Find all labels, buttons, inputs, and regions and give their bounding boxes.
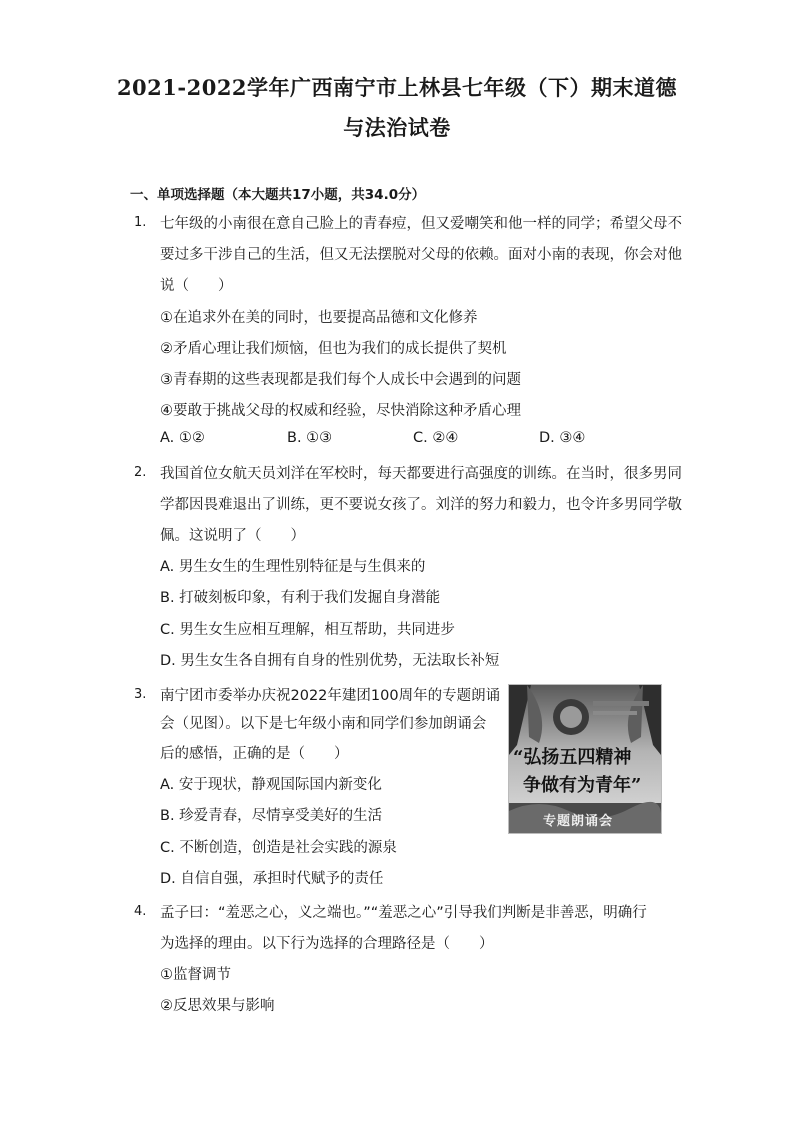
question-number: 1.: [134, 215, 147, 230]
question-text-line: 后的感悟，正确的是（ ）: [160, 746, 349, 762]
option-c[interactable]: C. 不断创造，创造是社会实践的源泉: [160, 840, 397, 856]
option-d[interactable]: D. 男生女生各自拥有自身的性别优势，无法取长补短: [160, 653, 500, 669]
option-b[interactable]: B. 珍爱青春，尽情享受美好的生活: [160, 808, 383, 824]
figure-slogan-2: 争做有为青年”: [523, 775, 642, 796]
option-a[interactable]: A. 男生女生的生理性别特征是与生俱来的: [160, 559, 426, 575]
question-text-line: 我国首位女航天员刘洋在军校时，每天都要进行高强度的训练。在当时，很多男同: [160, 466, 682, 482]
statement: ①监督调节: [160, 967, 231, 983]
page-title-line-2: 与法治试卷: [343, 115, 451, 140]
statement: ③青春期的这些表现都是我们每个人成长中会遇到的问题: [160, 372, 521, 388]
question-text-line: 说（ ）: [160, 278, 233, 294]
question-text-line: 要过多干涉自己的生活，但又无法摆脱对父母的依赖。面对小南的表现，你会对他: [160, 247, 682, 263]
question-text-line: 会（见图）。以下是七年级小南和同学们参加朗诵会: [160, 716, 487, 732]
statement: ④要敢于挑战父母的权威和经验，尽快消除这种矛盾心理: [160, 403, 521, 419]
statement: ①在追求外在美的同时，也要提高品德和文化修养: [160, 310, 478, 326]
statement: ②矛盾心理让我们烦恼，但也为我们的成长提供了契机: [160, 341, 507, 357]
section-heading: 一、单项选择题（本大题共17小题，共34.0分）: [130, 187, 426, 203]
question-number: 2.: [134, 465, 147, 480]
question-text-line: 七年级的小南很在意自己脸上的青春痘，但又爱嘲笑和他一样的同学；希望父母不: [160, 216, 682, 232]
question-text-line: 为选择的理由。以下行为选择的合理路径是（ ）: [160, 936, 494, 952]
statement: ②反思效果与影响: [160, 998, 275, 1014]
option-b[interactable]: B. ①③: [287, 430, 333, 446]
option-c[interactable]: C. 男生女生应相互理解，相互帮助，共同进步: [160, 622, 455, 638]
option-a[interactable]: A. ①②: [160, 430, 205, 446]
figure-slogan-1: “弘扬五四精神: [513, 747, 632, 768]
question-number: 3.: [134, 687, 147, 702]
option-b[interactable]: B. 打破刻板印象，有利于我们发掘自身潜能: [160, 590, 441, 606]
page-title-line-1: 2021-2022学年广西南宁市上林县七年级（下）期末道德: [116, 75, 678, 100]
option-d[interactable]: D. ③④: [539, 430, 586, 446]
question-number: 4.: [134, 904, 147, 919]
question-text-line: 孟子曰：“羞恶之心，义之端也。”“羞恶之心”引导我们判断是非善恶，明确行: [160, 905, 647, 921]
figure-caption: 专题朗诵会: [543, 814, 614, 829]
question-text-line: 学都因畏难退出了训练，更不要说女孩了。刘洋的努力和毅力，也令许多男同学敬: [160, 497, 682, 513]
option-d[interactable]: D. 自信自强，承担时代赋予的责任: [160, 871, 384, 887]
question-text-line: 南宁团市委举办庆祝2022年建团100周年的专题朗诵: [160, 688, 501, 704]
option-a[interactable]: A. 安于现状，静观国际国内新变化: [160, 777, 382, 793]
option-c[interactable]: C. ②④: [413, 430, 459, 446]
question-text-line: 佩。这说明了（ ）: [160, 528, 305, 544]
question-3-figure: [508, 684, 662, 834]
